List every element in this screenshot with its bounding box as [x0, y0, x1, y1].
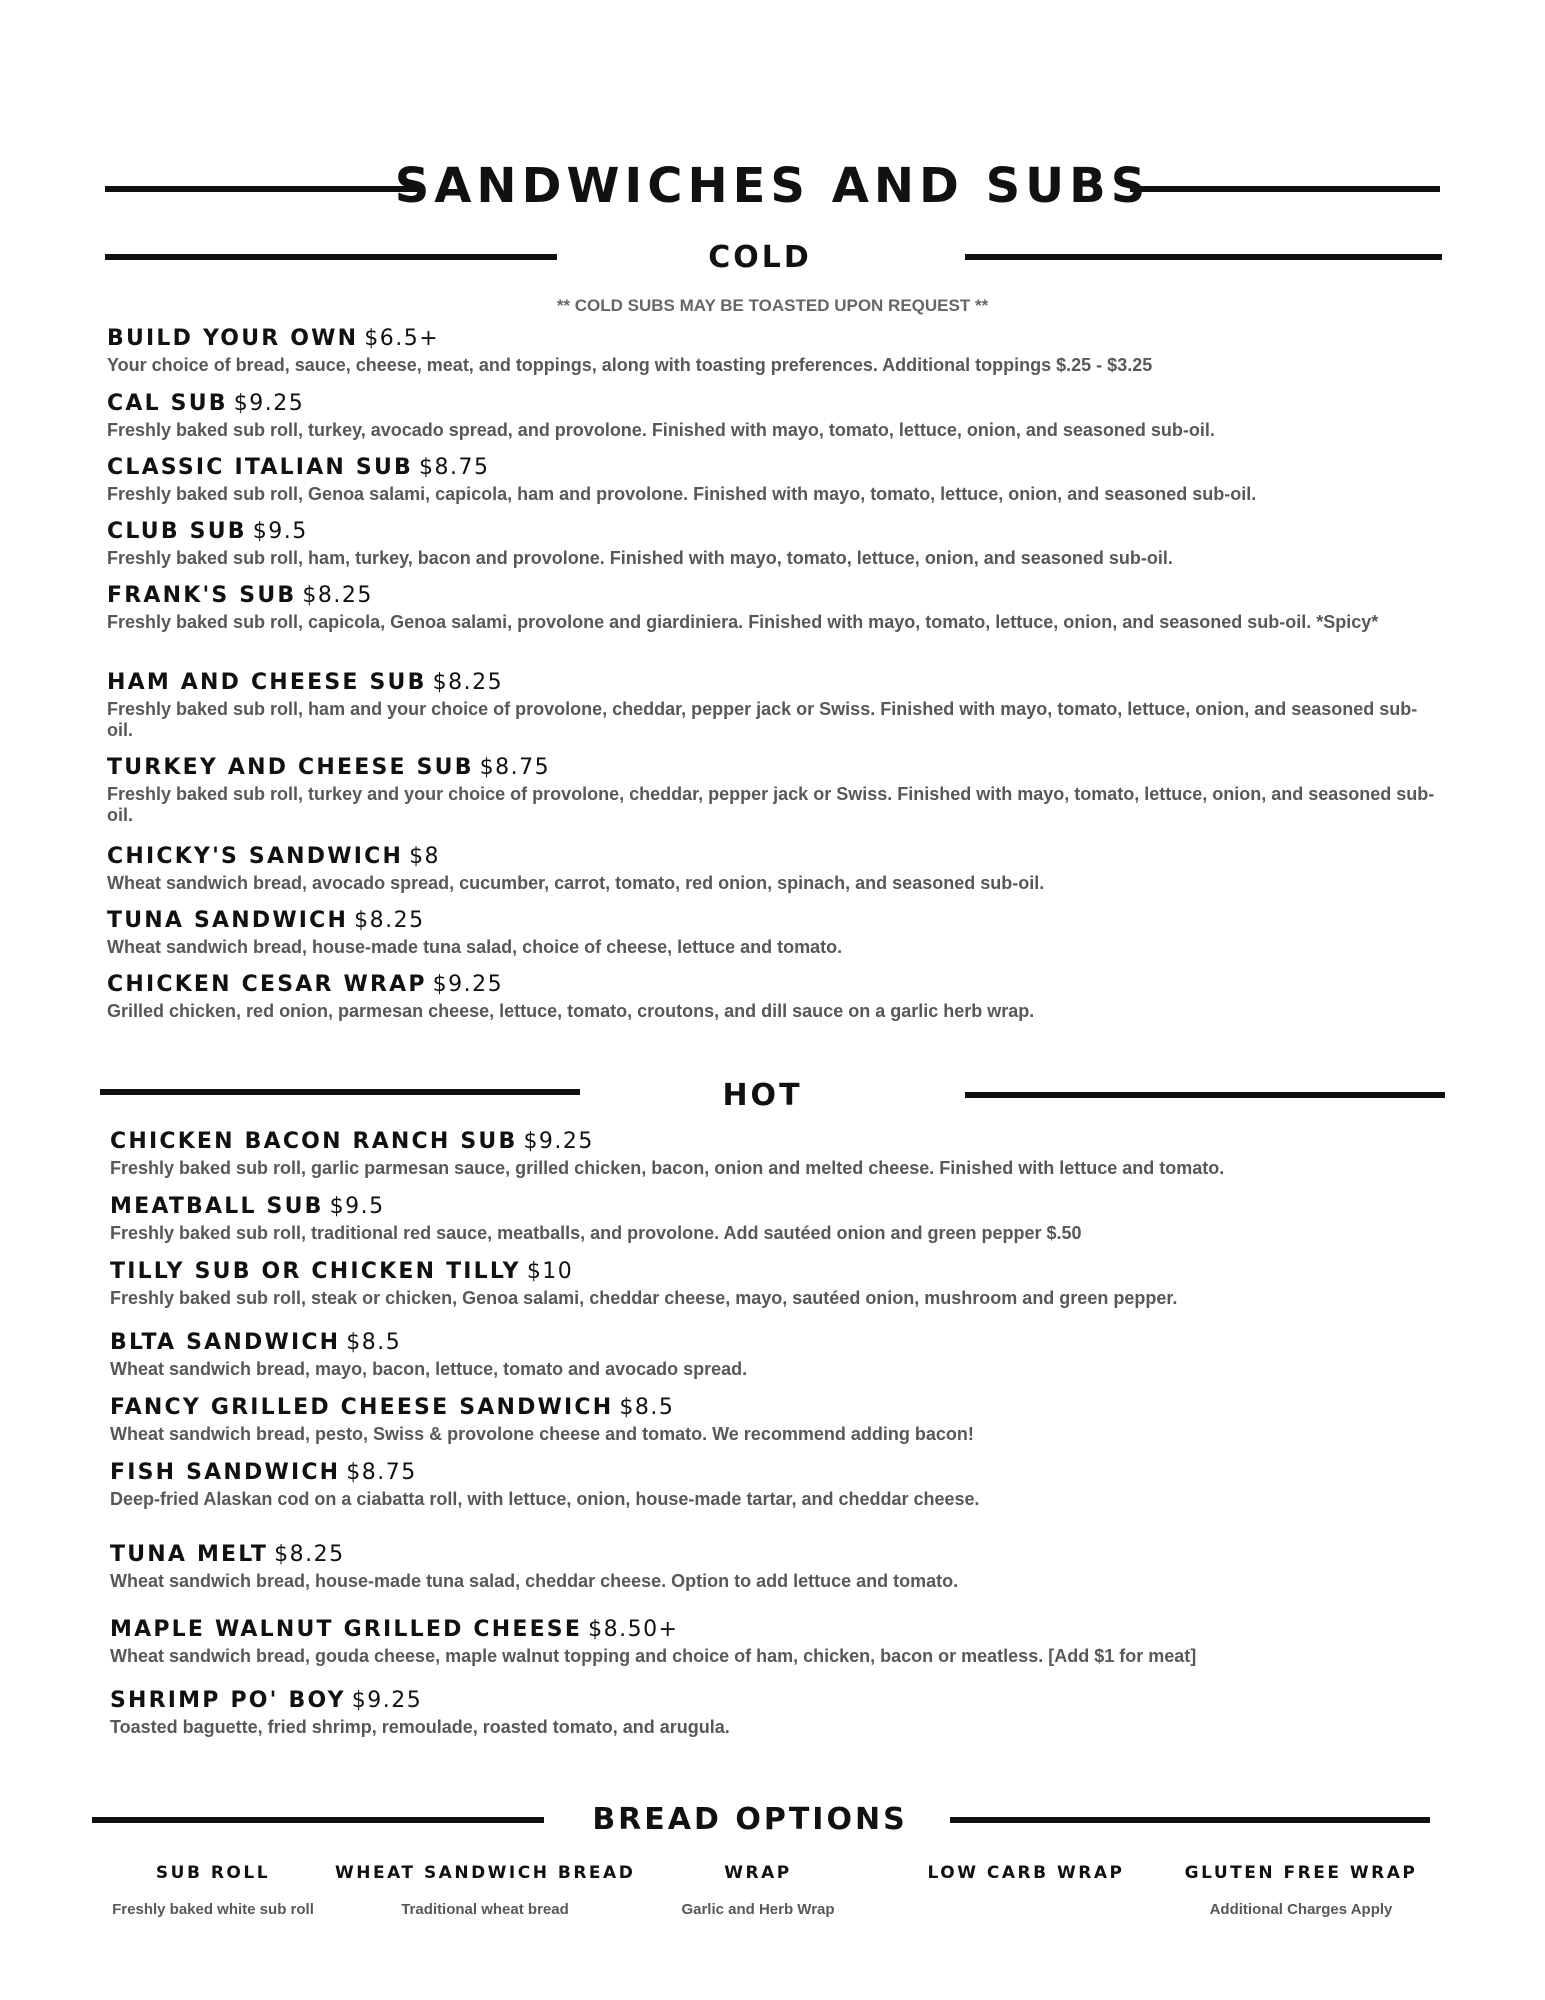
menu-item-description: Freshly baked sub roll, Genoa salami, capicola, ham and provolone. Finished with mayo, tomato, lettuce, onion, and seasoned sub-oil.: [107, 484, 1257, 504]
menu-item-name: FANCY GRILLED CHEESE SANDWICH: [110, 1395, 614, 1420]
menu-item-name: MEATBALL SUB: [110, 1194, 324, 1219]
menu-item: [107, 754, 1487, 826]
menu-item-price: $9.25: [523, 1129, 594, 1154]
menu-item: [110, 1128, 1490, 1179]
menu-item-description: Freshly baked sub roll, ham and your choice of provolone, cheddar, pepper jack or Swiss. Finished with mayo, tomato, lettuce, onion, and seasoned sub-oil.: [107, 699, 1418, 740]
menu-item-description: Freshly baked sub roll, garlic parmesan sauce, grilled chicken, bacon, onion and melted cheese. Finished with lettuce and tomato.: [110, 1158, 1225, 1178]
menu-item-header: [110, 1459, 1490, 1489]
menu-item-name: CHICKY'S SANDWICH: [107, 844, 404, 869]
menu-item-description: Freshly baked sub roll, steak or chicken, Genoa salami, cheddar cheese, mayo, sautéed onion, mushroom and green pepper.: [110, 1288, 1178, 1308]
menu-item-header: [110, 1687, 1490, 1717]
bread-option: [1151, 1862, 1451, 1919]
bread-option-name: GLUTEN FREE WRAP: [1184, 1863, 1418, 1883]
menu-item-description: Wheat sandwich bread, avocado spread, cucumber, carrot, tomato, red onion, spinach, and seasoned sub-oil.: [107, 873, 1045, 893]
menu-item-header: [110, 1394, 1490, 1424]
menu-item: [110, 1394, 1490, 1445]
menu-item-price: $8.75: [418, 455, 490, 480]
menu-item: [107, 518, 1487, 569]
menu-item-price: $8.25: [432, 670, 504, 695]
menu-item-price: $8.5: [619, 1395, 675, 1420]
menu-item-header: [107, 325, 1487, 355]
menu-item-header: [110, 1616, 1490, 1646]
menu-item-description: Deep-fried Alaskan cod on a ciabatta roll, with lettuce, onion, house-made tartar, and cheddar cheese.: [110, 1489, 980, 1509]
menu-item-header: [110, 1193, 1490, 1223]
menu-item-price: $8.25: [302, 583, 373, 608]
menu-item-description: Wheat sandwich bread, house-made tuna salad, cheddar cheese. Option to add lettuce and tomato.: [110, 1571, 959, 1591]
menu-item-description: Freshly baked sub roll, capicola, Genoa salami, provolone and giardiniera. Finished with mayo, tomato, lettuce, onion, and seasoned sub-oil. *Spicy*: [107, 612, 1379, 632]
menu-item: [110, 1459, 1490, 1510]
menu-item: [107, 843, 1487, 894]
menu-item-name: TUNA SANDWICH: [107, 908, 349, 933]
menu-item: [107, 907, 1487, 958]
menu-item-price: $8.25: [274, 1542, 345, 1567]
menu-item-name: CLASSIC ITALIAN SUB: [107, 455, 413, 480]
bread-option-description: Additional Charges Apply: [1209, 1901, 1393, 1918]
menu-item-description: Freshly baked sub roll, traditional red sauce, meatballs, and provolone. Add sautéed onion and green pepper $.50: [110, 1223, 1082, 1243]
menu-item-price: $8.50+: [588, 1617, 679, 1642]
bread-option: [335, 1862, 635, 1919]
menu-item-description: Your choice of bread, sauce, cheese, meat, and toppings, along with toasting preferences. Additional toppings $.25 - $3.25: [107, 355, 1153, 375]
menu-item-name: MAPLE WALNUT GRILLED CHEESE: [110, 1617, 583, 1642]
menu-item-price: $9.25: [432, 972, 504, 997]
menu-item-header: [107, 669, 1487, 699]
menu-item-price: $9.5: [329, 1194, 385, 1219]
menu-item-description: Wheat sandwich bread, gouda cheese, maple walnut topping and choice of ham, chicken, bacon or meatless. [Add $1 for meat]: [110, 1646, 1197, 1666]
menu-item-name: TURKEY AND CHEESE SUB: [107, 755, 474, 780]
hot-heading: HOT: [722, 1078, 803, 1113]
menu-item-price: $9.25: [351, 1688, 423, 1713]
cold-heading: COLD: [708, 240, 812, 275]
menu-item: [107, 325, 1487, 376]
bread-option-description: Traditional wheat bread: [401, 1901, 569, 1918]
menu-item-header: [107, 518, 1487, 548]
menu-item-description: Toasted baguette, fried shrimp, remoulade, roasted tomato, and arugula.: [110, 1717, 730, 1737]
menu-item-price: $8.5: [346, 1330, 402, 1355]
menu-item-price: $9.25: [233, 391, 305, 416]
menu-item-price: $8.75: [479, 755, 551, 780]
menu-item-name: CLUB SUB: [107, 519, 247, 544]
menu-item-header: [107, 454, 1487, 484]
menu-item-name: TILLY SUB OR CHICKEN TILLY: [110, 1259, 521, 1284]
menu-item-description: Freshly baked sub roll, turkey, avocado spread, and provolone. Finished with mayo, tomato, lettuce, onion, and seasoned sub-oil.: [107, 420, 1215, 440]
menu-item-header: [107, 754, 1487, 784]
menu-item-name: FRANK'S SUB: [107, 583, 297, 608]
bread-option-description: Garlic and Herb Wrap: [681, 1901, 835, 1918]
menu-item: [110, 1193, 1490, 1244]
bread-option: [876, 1862, 1176, 1901]
menu-item-description: Freshly baked sub roll, ham, turkey, bacon and provolone. Finished with mayo, tomato, lettuce, onion, and seasoned sub-oil.: [107, 548, 1173, 568]
menu-item-name: CHICKEN BACON RANCH SUB: [110, 1129, 518, 1154]
menu-item-header: [107, 843, 1487, 873]
menu-item-price: $10: [526, 1259, 574, 1284]
menu-item-description: Grilled chicken, red onion, parmesan cheese, lettuce, tomato, croutons, and dill sauce on a garlic herb wrap.: [107, 1001, 1035, 1021]
menu-item-description: Wheat sandwich bread, house-made tuna salad, choice of cheese, lettuce and tomato.: [107, 937, 843, 957]
page-title: SANDWICHES AND SUBS: [394, 158, 1151, 214]
menu-item-price: $8: [409, 844, 441, 869]
menu-item-description: Freshly baked sub roll, turkey and your choice of provolone, cheddar, pepper jack or Swiss. Finished with mayo, tomato, lettuce, onion, and seasoned sub-oil.: [107, 784, 1435, 825]
bread-option-name: SUB ROLL: [155, 1863, 271, 1883]
menu-item-price: $9.5: [252, 519, 308, 544]
menu-item-description: Wheat sandwich bread, pesto, Swiss & provolone cheese and tomato. We recommend adding bacon!: [110, 1424, 974, 1444]
menu-item: [107, 454, 1487, 505]
menu-item-price: $6.5+: [364, 326, 440, 351]
menu-item-header: [110, 1541, 1490, 1571]
menu-item: [110, 1616, 1490, 1667]
menu-item-name: SHRIMP PO' BOY: [110, 1688, 346, 1713]
menu-item-header: [110, 1329, 1490, 1359]
menu-item: [110, 1258, 1490, 1309]
bread-option: [608, 1862, 908, 1919]
menu-item-description: Wheat sandwich bread, mayo, bacon, lettuce, tomato and avocado spread.: [110, 1359, 748, 1379]
menu-item-name: TUNA MELT: [110, 1542, 269, 1567]
menu-item: [110, 1687, 1490, 1738]
bread-option-name: WRAP: [724, 1863, 792, 1883]
menu-item-header: [110, 1258, 1490, 1288]
menu-item-name: FISH SANDWICH: [110, 1460, 341, 1485]
menu-item-name: HAM AND CHEESE SUB: [107, 670, 427, 695]
menu-item-header: [107, 390, 1487, 420]
menu-item-name: CAL SUB: [107, 391, 228, 416]
menu-item: [107, 582, 1487, 633]
menu-item: [107, 390, 1487, 441]
menu-item: [110, 1541, 1490, 1592]
menu-item-header: [107, 971, 1487, 1001]
bread-heading: BREAD OPTIONS: [592, 1802, 908, 1837]
menu-item: [107, 971, 1487, 1022]
menu-item: [107, 669, 1487, 741]
menu-item-name: BLTA SANDWICH: [110, 1330, 341, 1355]
menu-item-header: [110, 1128, 1490, 1158]
menu-item-header: [107, 907, 1487, 937]
bread-option-name: WHEAT SANDWICH BREAD: [335, 1863, 636, 1883]
menu-item-header: [107, 582, 1487, 612]
bread-option-description: Freshly baked white sub roll: [112, 1901, 314, 1918]
bread-option-name: LOW CARB WRAP: [927, 1863, 1125, 1883]
menu-item-name: CHICKEN CESAR WRAP: [107, 972, 427, 997]
menu-item: [110, 1329, 1490, 1380]
menu-item-name: BUILD YOUR OWN: [107, 326, 359, 351]
menu-item-price: $8.25: [354, 908, 425, 933]
bread-option: [63, 1862, 363, 1919]
cold-toast-note: ** COLD SUBS MAY BE TOASTED UPON REQUEST **: [556, 296, 989, 315]
menu-item-price: $8.75: [346, 1460, 417, 1485]
